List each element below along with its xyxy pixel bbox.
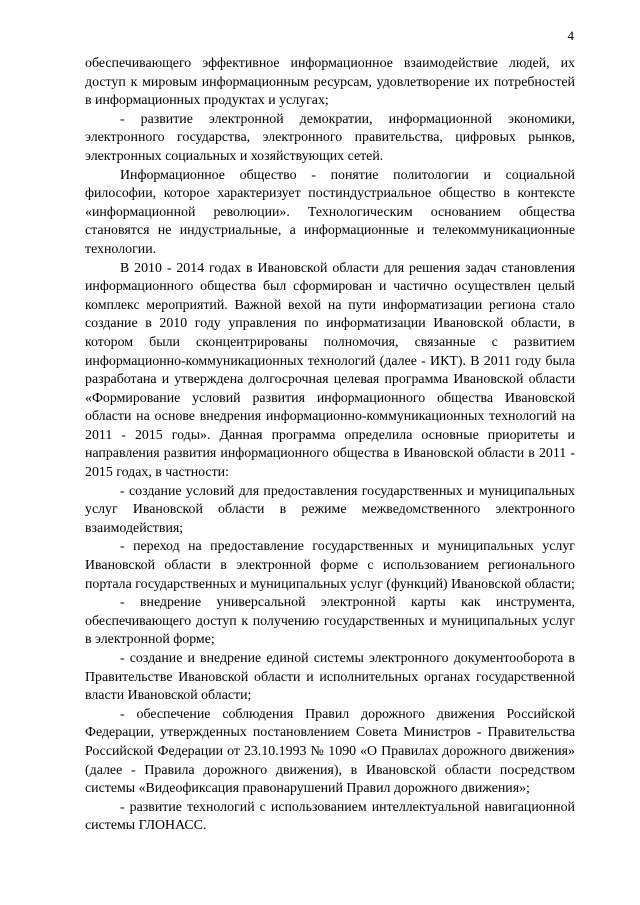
list-item-universal-card: - внедрение универсальной электронной карты как инструмента, обеспечивающего доступ к получению государственных и муниципальных услуг в электронной форме; [85,595,575,648]
list-item-e-democracy: - развитие электронной демократии, информационной экономики, электронного государства, электронного правительства, цифровых рынков, электронных социальных и хозяйствующих сетей. [85,111,575,164]
list-item-electronic-services: - переход на предоставление государственных и муниципальных услуг Ивановской области в электронной форме с использованием регионального портала государственных и муниципальных услуг (функций) Ивановской области; [85,539,575,592]
page-number: 4 [567,28,574,43]
list-item-glonass: - развитие технологий с использованием интеллектуальной навигационной системы ГЛОНАСС. [85,799,575,834]
paragraph-continuation: обеспечивающего эффективное информационное взаимодействие людей, их доступ к мировым информационным ресурсам, удовлетворение их потребностей в информационных продуктах и услугах; [85,56,575,109]
document-body [85,55,575,836]
list-item-document-management: - создание и внедрение единой системы электронного документооборота в Правительстве Ивановской области и исполнительных органах государственной власти Ивановской области; [85,651,575,704]
paragraph-regional-informatization: В 2010 - 2014 годах в Ивановской области для решения задач становления информационного общества был сформирован и частично осуществлен целый комплекс мероприятий. Важной вехой на пути информатизации региона стало создание в 2010 году управления по информатизации Ивановской области, в котором были сконцентрированы полномочия, связанные с развитием информационно-коммуникационных технологий (далее - ИКТ). В 2011 году была разработана и утверждена долгосрочная целевая программа Ивановской области «Формирование условий развития информационного общества Ивановской области на основе внедрения информационно-коммуникационных технологий на 2011 - 2015 годы». Данная программа определила основные приоритеты и направления развития информационного общества в Ивановской области в 2011 - 2015 годах, в частности: [85,260,575,481]
list-item-interdepartmental-interaction: - создание условий для предоставления государственных и муниципальных услуг Ивановской области в режиме межведомственного электронного взаимодействия; [85,483,575,536]
paragraph-information-society-definition: Информационное общество - понятие политологии и социальной философии, которое характеризует постиндустриальное общество в контексте «информационной революции». Технологическим основанием общества становятся не индустриальные, а информационные и телекоммуникационные технологии. [85,167,575,257]
list-item-traffic-rules: - обеспечение соблюдения Правил дорожного движения Российской Федерации, утвержденных постановлением Совета Министров - Правительства Российской Федерации от 23.10.1993 № 1090 «О Правилах дорожного движения» (далее - Правила дорожного движения), в Ивановской области посредством системы «Видеофиксация правонарушений Правил дорожного движения»; [85,706,575,797]
